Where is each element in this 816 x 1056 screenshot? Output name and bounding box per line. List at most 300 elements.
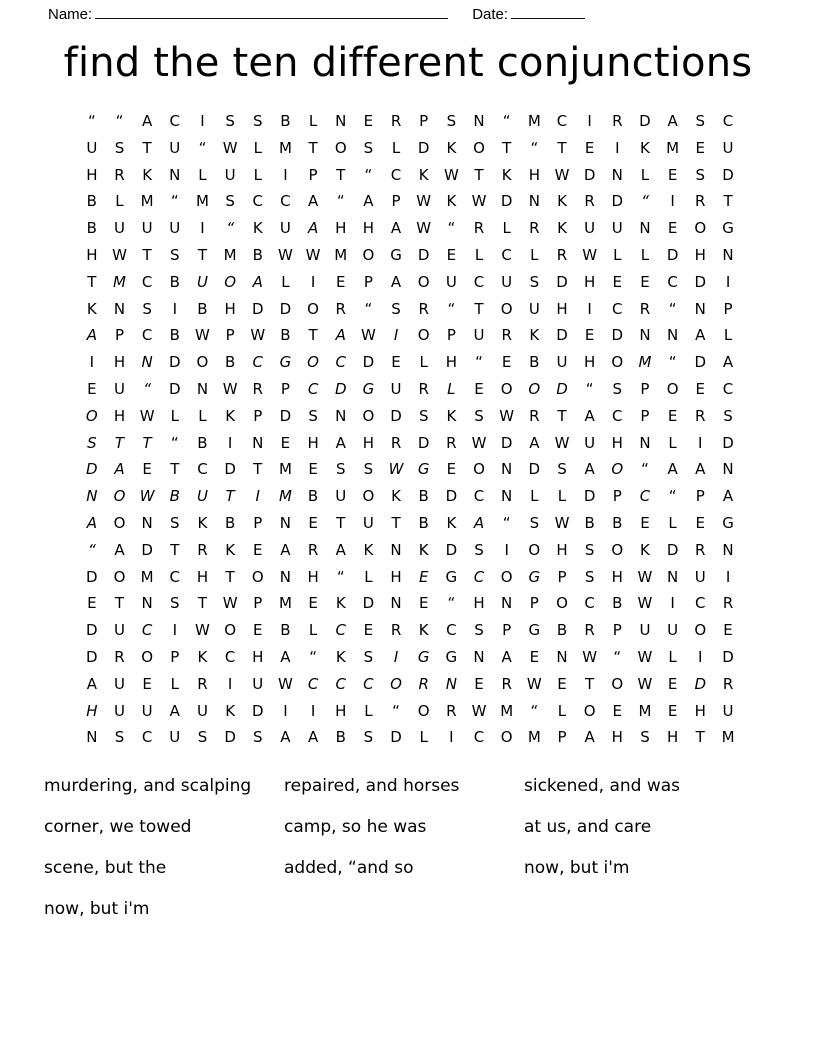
grid-cell[interactable]: D — [445, 487, 458, 506]
grid-cell[interactable]: S — [529, 272, 540, 291]
grid-cell[interactable]: W — [554, 433, 570, 452]
grid-cell[interactable]: E — [308, 513, 318, 532]
grid-cell[interactable]: L — [115, 192, 124, 211]
grid-cell[interactable]: C — [612, 299, 623, 318]
grid-cell[interactable]: N — [639, 433, 651, 452]
grid-cell[interactable]: N — [666, 326, 679, 345]
grid-cell[interactable]: W — [416, 219, 432, 238]
grid-cell[interactable]: I — [670, 594, 675, 613]
grid-cell[interactable]: C — [722, 112, 734, 130]
grid-cell[interactable]: “ — [87, 540, 96, 559]
grid-cell[interactable]: L — [170, 406, 179, 425]
grid-cell[interactable]: N — [611, 165, 623, 184]
grid-cell[interactable]: B — [418, 487, 429, 506]
grid-cell[interactable]: N — [86, 728, 98, 747]
grid-cell[interactable]: H — [556, 540, 568, 559]
grid-cell[interactable]: P — [391, 192, 401, 211]
grid-cell[interactable]: O — [500, 299, 513, 318]
grid-cell[interactable]: U — [169, 728, 181, 747]
grid-cell[interactable]: A — [86, 674, 97, 693]
grid-cell[interactable]: B — [418, 513, 429, 532]
grid-cell[interactable]: S — [308, 406, 318, 425]
grid-cell[interactable]: N — [252, 433, 264, 452]
grid-cell[interactable]: S — [142, 299, 152, 318]
grid-cell[interactable]: B — [612, 513, 623, 532]
grid-cell[interactable]: “ — [364, 165, 373, 184]
grid-cell[interactable]: K — [335, 647, 346, 666]
grid-cell[interactable]: E — [446, 245, 457, 264]
grid-cell[interactable]: S — [363, 647, 374, 666]
grid-cell[interactable]: E — [142, 674, 152, 693]
grid-cell[interactable]: O — [141, 647, 154, 666]
grid-cell[interactable]: D — [556, 272, 568, 291]
grid-cell[interactable]: L — [198, 165, 207, 184]
grid-cell[interactable]: U — [473, 326, 485, 345]
grid-cell[interactable]: U — [556, 353, 568, 372]
grid-cell[interactable]: T — [142, 245, 152, 264]
grid-cell[interactable]: P — [253, 406, 263, 425]
grid-cell[interactable]: N — [279, 567, 292, 586]
grid-cell[interactable]: G — [722, 219, 734, 238]
grid-cell[interactable]: R — [197, 674, 208, 693]
grid-cell[interactable]: A — [584, 406, 595, 425]
grid-cell[interactable]: C — [473, 272, 485, 291]
grid-cell[interactable]: D — [666, 245, 679, 264]
grid-cell[interactable]: S — [253, 112, 263, 130]
grid-cell[interactable]: M — [638, 701, 652, 720]
grid-cell[interactable]: U — [362, 513, 374, 532]
grid-cell[interactable]: A — [722, 353, 734, 372]
grid-cell[interactable]: R — [722, 594, 734, 613]
grid-cell[interactable]: R — [390, 433, 402, 452]
grid-cell[interactable]: C — [335, 353, 346, 372]
grid-cell[interactable]: D — [279, 299, 292, 318]
grid-cell[interactable]: B — [86, 192, 97, 211]
grid-cell[interactable]: I — [227, 674, 233, 693]
grid-cell[interactable]: K — [197, 513, 208, 532]
grid-cell[interactable]: U — [584, 433, 596, 452]
grid-cell[interactable]: E — [474, 674, 484, 693]
grid-cell[interactable]: C — [169, 112, 181, 130]
grid-cell[interactable]: K — [557, 192, 567, 211]
grid-cell[interactable]: A — [695, 326, 706, 345]
grid-cell[interactable]: A — [86, 513, 97, 532]
grid-cell[interactable]: “ — [115, 112, 124, 130]
grid-cell[interactable]: M — [278, 138, 292, 157]
grid-cell[interactable]: S — [197, 728, 208, 747]
grid-cell[interactable]: N — [141, 353, 153, 372]
grid-cell[interactable]: N — [694, 299, 706, 318]
grid-cell[interactable]: E — [584, 138, 595, 157]
grid-cell[interactable]: M — [334, 245, 348, 264]
grid-cell[interactable]: R — [252, 379, 263, 398]
grid-cell[interactable]: P — [225, 326, 235, 345]
grid-cell[interactable]: H — [307, 433, 319, 452]
grid-cell[interactable]: H — [113, 406, 126, 425]
grid-cell[interactable]: G — [445, 567, 458, 586]
grid-cell[interactable]: K — [335, 594, 346, 613]
grid-cell[interactable]: O — [362, 406, 375, 425]
grid-cell[interactable]: R — [639, 299, 651, 318]
grid-cell[interactable]: L — [447, 379, 456, 398]
grid-cell[interactable]: K — [557, 219, 567, 238]
grid-cell[interactable]: W — [471, 192, 487, 211]
grid-cell[interactable]: T — [87, 272, 97, 291]
grid-cell[interactable]: O — [556, 594, 568, 613]
grid-cell[interactable]: A — [307, 219, 319, 238]
grid-cell[interactable]: D — [722, 165, 734, 184]
grid-cell[interactable]: C — [141, 621, 153, 640]
grid-cell[interactable]: N — [722, 460, 734, 479]
grid-cell[interactable]: S — [723, 406, 733, 425]
grid-cell[interactable]: R — [501, 674, 512, 693]
grid-cell[interactable]: M — [278, 594, 292, 613]
grid-cell[interactable]: N — [722, 540, 734, 559]
grid-cell[interactable]: L — [530, 245, 539, 264]
grid-cell[interactable]: D — [279, 406, 292, 425]
grid-cell[interactable]: L — [474, 245, 484, 264]
grid-cell[interactable]: A — [667, 460, 678, 479]
grid-cell[interactable]: C — [141, 728, 153, 747]
grid-cell[interactable]: T — [142, 433, 152, 452]
grid-cell[interactable]: H — [473, 594, 485, 613]
grid-cell[interactable]: B — [197, 433, 208, 452]
grid-cell[interactable]: G — [417, 647, 430, 666]
grid-cell[interactable]: I — [670, 192, 675, 211]
grid-cell[interactable]: K — [640, 540, 650, 559]
grid-cell[interactable]: O — [362, 245, 375, 264]
grid-cell[interactable]: O — [85, 406, 98, 425]
grid-cell[interactable]: N — [335, 112, 347, 130]
grid-cell[interactable]: H — [556, 299, 568, 318]
grid-cell[interactable]: W — [637, 594, 653, 613]
grid-cell[interactable]: S — [170, 245, 180, 264]
grid-cell[interactable]: B — [169, 272, 180, 291]
grid-cell[interactable]: R — [529, 219, 540, 238]
grid-cell[interactable]: E — [557, 674, 567, 693]
grid-cell[interactable]: N — [86, 487, 98, 506]
grid-cell[interactable]: “ — [309, 647, 317, 666]
grid-cell[interactable]: N — [501, 594, 513, 613]
grid-cell[interactable]: S — [87, 433, 97, 452]
grid-cell[interactable]: D — [556, 379, 568, 398]
grid-cell[interactable]: R — [722, 674, 734, 693]
grid-cell[interactable]: B — [224, 513, 236, 532]
grid-cell[interactable]: N — [639, 326, 651, 345]
grid-cell[interactable]: W — [554, 513, 570, 532]
grid-cell[interactable]: K — [501, 165, 512, 184]
grid-cell[interactable]: U — [722, 138, 734, 157]
grid-cell[interactable]: U — [722, 701, 734, 720]
grid-cell[interactable]: G — [417, 460, 430, 479]
grid-cell[interactable]: H — [86, 701, 98, 720]
grid-cell[interactable]: T — [142, 138, 152, 157]
grid-cell[interactable]: H — [584, 353, 596, 372]
grid-cell[interactable]: U — [667, 621, 679, 640]
grid-cell[interactable]: O — [251, 567, 264, 586]
grid-cell[interactable]: D — [694, 674, 707, 693]
grid-cell[interactable]: L — [640, 165, 650, 184]
grid-cell[interactable]: D — [417, 138, 430, 157]
grid-cell[interactable]: L — [557, 701, 567, 720]
grid-cell[interactable]: R — [446, 701, 457, 720]
grid-cell[interactable]: I — [227, 433, 233, 452]
grid-cell[interactable]: C — [307, 674, 319, 693]
grid-cell[interactable]: W — [388, 460, 404, 479]
grid-cell[interactable]: N — [445, 674, 457, 693]
grid-cell[interactable]: E — [363, 621, 374, 640]
grid-cell[interactable]: H — [694, 245, 706, 264]
grid-cell[interactable]: O — [390, 674, 402, 693]
grid-cell[interactable]: R — [335, 299, 346, 318]
grid-cell[interactable]: P — [253, 594, 263, 613]
grid-cell[interactable]: P — [253, 513, 263, 532]
grid-cell[interactable]: N — [528, 192, 540, 211]
grid-cell[interactable]: A — [114, 540, 125, 559]
grid-cell[interactable]: L — [170, 674, 179, 693]
grid-cell[interactable]: “ — [143, 379, 152, 398]
grid-cell[interactable]: G — [445, 647, 458, 666]
grid-cell[interactable]: N — [390, 540, 402, 559]
grid-cell[interactable]: H — [611, 728, 623, 747]
grid-cell[interactable]: S — [391, 299, 401, 318]
grid-cell[interactable]: P — [308, 165, 318, 184]
grid-cell[interactable]: B — [169, 326, 180, 345]
grid-cell[interactable]: B — [612, 594, 623, 613]
grid-cell[interactable]: K — [225, 701, 236, 720]
grid-cell[interactable]: C — [695, 594, 706, 613]
grid-cell[interactable]: R — [695, 540, 706, 559]
grid-cell[interactable]: R — [501, 326, 512, 345]
grid-cell[interactable]: C — [473, 567, 485, 586]
grid-cell[interactable]: O — [307, 299, 319, 318]
grid-cell[interactable]: I — [200, 219, 205, 238]
grid-cell[interactable]: C — [584, 594, 595, 613]
grid-cell[interactable]: K — [391, 487, 401, 506]
grid-cell[interactable]: C — [363, 674, 374, 693]
grid-cell[interactable]: I — [725, 567, 731, 586]
grid-cell[interactable]: B — [307, 487, 319, 506]
grid-cell[interactable]: W — [222, 379, 238, 398]
grid-cell[interactable]: O — [611, 460, 624, 479]
grid-cell[interactable]: L — [419, 728, 428, 747]
grid-cell[interactable]: M — [721, 728, 735, 747]
grid-cell[interactable]: I — [393, 647, 399, 666]
grid-cell[interactable]: G — [528, 567, 541, 586]
grid-cell[interactable]: O — [500, 567, 513, 586]
grid-cell[interactable]: W — [278, 245, 293, 264]
grid-cell[interactable]: A — [363, 192, 374, 211]
grid-cell[interactable]: B — [280, 112, 291, 130]
grid-cell[interactable]: N — [141, 594, 153, 613]
grid-cell[interactable]: O — [611, 353, 624, 372]
grid-cell[interactable]: H — [252, 647, 264, 666]
grid-cell[interactable]: P — [640, 379, 650, 398]
grid-cell[interactable]: S — [170, 513, 180, 532]
grid-cell[interactable]: O — [611, 540, 624, 559]
grid-cell[interactable]: “ — [585, 379, 594, 398]
grid-cell[interactable]: O — [417, 326, 430, 345]
grid-cell[interactable]: D — [722, 433, 734, 452]
grid-cell[interactable]: D — [417, 245, 430, 264]
grid-cell[interactable]: M — [666, 138, 680, 157]
grid-cell[interactable]: C — [280, 192, 291, 211]
grid-cell[interactable]: R — [114, 165, 125, 184]
grid-cell[interactable]: O — [113, 513, 126, 532]
grid-cell[interactable]: R — [307, 540, 319, 559]
grid-cell[interactable]: A — [307, 192, 319, 211]
grid-cell[interactable]: U — [611, 219, 623, 238]
grid-cell[interactable]: E — [363, 112, 374, 130]
grid-cell[interactable]: E — [87, 379, 97, 398]
grid-cell[interactable]: I — [725, 272, 731, 291]
grid-cell[interactable]: I — [698, 647, 703, 666]
grid-cell[interactable]: U — [335, 487, 347, 506]
grid-cell[interactable]: T — [225, 487, 235, 506]
grid-cell[interactable]: C — [667, 272, 678, 291]
grid-cell[interactable]: S — [640, 728, 650, 747]
grid-cell[interactable]: S — [474, 540, 484, 559]
grid-cell[interactable]: O — [528, 540, 541, 559]
grid-cell[interactable]: K — [252, 219, 263, 238]
grid-cell[interactable]: D — [500, 192, 513, 211]
grid-cell[interactable]: T — [114, 594, 125, 613]
grid-cell[interactable]: C — [473, 728, 485, 747]
grid-cell[interactable]: K — [225, 406, 236, 425]
grid-cell[interactable]: M — [638, 353, 652, 372]
grid-cell[interactable]: S — [557, 460, 567, 479]
grid-cell[interactable]: H — [335, 219, 347, 238]
grid-cell[interactable]: M — [527, 728, 541, 747]
grid-cell[interactable]: A — [335, 540, 346, 559]
grid-cell[interactable]: W — [471, 701, 487, 720]
grid-cell[interactable]: U — [252, 674, 264, 693]
grid-cell[interactable]: M — [278, 460, 292, 479]
grid-cell[interactable]: E — [446, 460, 457, 479]
grid-cell[interactable]: D — [556, 326, 568, 345]
grid-cell[interactable]: K — [86, 299, 97, 318]
grid-cell[interactable]: D — [500, 433, 513, 452]
grid-cell[interactable]: T — [197, 594, 208, 613]
grid-cell[interactable]: “ — [447, 594, 456, 613]
grid-cell[interactable]: K — [363, 540, 374, 559]
grid-cell[interactable]: R — [114, 647, 125, 666]
grid-cell[interactable]: “ — [668, 353, 677, 372]
grid-cell[interactable]: E — [667, 701, 678, 720]
grid-cell[interactable]: N — [639, 219, 651, 238]
grid-cell[interactable]: S — [225, 192, 235, 211]
grid-cell[interactable]: T — [723, 192, 733, 211]
grid-cell[interactable]: S — [695, 165, 706, 184]
date-input-line[interactable] — [511, 6, 585, 19]
grid-cell[interactable]: I — [504, 540, 509, 559]
grid-cell[interactable]: P — [170, 647, 180, 666]
grid-cell[interactable]: W — [250, 326, 266, 345]
grid-cell[interactable]: B — [584, 513, 595, 532]
grid-cell[interactable]: R — [473, 219, 485, 238]
grid-cell[interactable]: P — [114, 326, 124, 345]
grid-cell[interactable]: K — [529, 326, 540, 345]
grid-cell[interactable]: U — [86, 138, 98, 157]
grid-cell[interactable]: H — [445, 353, 457, 372]
grid-cell[interactable]: P — [363, 272, 373, 291]
grid-cell[interactable]: L — [364, 567, 373, 586]
grid-cell[interactable]: H — [362, 433, 375, 452]
grid-cell[interactable]: A — [335, 326, 346, 345]
grid-cell[interactable]: “ — [392, 701, 400, 720]
grid-cell[interactable]: B — [86, 219, 97, 238]
grid-cell[interactable]: U — [113, 701, 125, 720]
grid-cell[interactable]: R — [418, 674, 429, 693]
grid-cell[interactable]: I — [172, 621, 178, 640]
grid-cell[interactable]: E — [87, 594, 97, 613]
grid-cell[interactable]: O — [224, 621, 237, 640]
grid-cell[interactable]: O — [307, 353, 319, 372]
grid-cell[interactable]: H — [584, 272, 596, 291]
grid-cell[interactable]: D — [224, 460, 236, 479]
grid-cell[interactable]: S — [170, 594, 180, 613]
grid-cell[interactable]: A — [335, 433, 346, 452]
grid-cell[interactable]: W — [139, 406, 155, 425]
grid-cell[interactable]: O — [500, 728, 513, 747]
grid-cell[interactable]: H — [694, 701, 706, 720]
grid-cell[interactable]: C — [141, 326, 153, 345]
grid-cell[interactable]: “ — [447, 299, 456, 318]
grid-cell[interactable]: R — [390, 112, 402, 130]
grid-cell[interactable]: O — [113, 567, 126, 586]
grid-cell[interactable]: C — [197, 460, 208, 479]
grid-cell[interactable]: D — [722, 647, 734, 666]
grid-cell[interactable]: “ — [530, 138, 539, 157]
grid-cell[interactable]: “ — [336, 567, 345, 586]
grid-cell[interactable]: U — [113, 219, 125, 238]
grid-cell[interactable]: T — [308, 326, 318, 345]
grid-cell[interactable]: A — [280, 540, 291, 559]
grid-cell[interactable]: D — [141, 540, 153, 559]
grid-cell[interactable]: U — [113, 621, 125, 640]
grid-cell[interactable]: N — [196, 379, 209, 398]
grid-cell[interactable]: T — [170, 540, 180, 559]
word-search-grid[interactable] — [78, 108, 742, 751]
grid-cell[interactable]: R — [695, 406, 706, 425]
grid-cell[interactable]: E — [640, 513, 650, 532]
grid-cell[interactable]: “ — [170, 433, 179, 452]
grid-cell[interactable]: I — [310, 272, 316, 291]
grid-cell[interactable]: “ — [364, 299, 373, 318]
grid-cell[interactable]: K — [225, 540, 236, 559]
grid-cell[interactable]: S — [418, 406, 429, 425]
grid-cell[interactable]: O — [334, 138, 347, 157]
grid-cell[interactable]: B — [252, 245, 263, 264]
grid-cell[interactable]: E — [529, 647, 540, 666]
grid-cell[interactable]: G — [279, 353, 292, 372]
grid-cell[interactable]: I — [393, 326, 399, 345]
grid-cell[interactable]: C — [252, 353, 263, 372]
grid-cell[interactable]: B — [224, 353, 236, 372]
grid-cell[interactable]: E — [584, 326, 595, 345]
grid-cell[interactable]: L — [502, 219, 511, 238]
grid-cell[interactable]: N — [141, 513, 153, 532]
grid-cell[interactable]: D — [362, 353, 375, 372]
grid-cell[interactable]: H — [666, 728, 679, 747]
grid-cell[interactable]: R — [695, 192, 706, 211]
grid-cell[interactable]: D — [251, 701, 264, 720]
grid-cell[interactable]: U — [390, 379, 402, 398]
grid-cell[interactable]: D — [86, 621, 98, 640]
grid-cell[interactable]: “ — [668, 299, 677, 318]
grid-cell[interactable]: A — [280, 728, 291, 747]
grid-cell[interactable]: N — [666, 567, 679, 586]
